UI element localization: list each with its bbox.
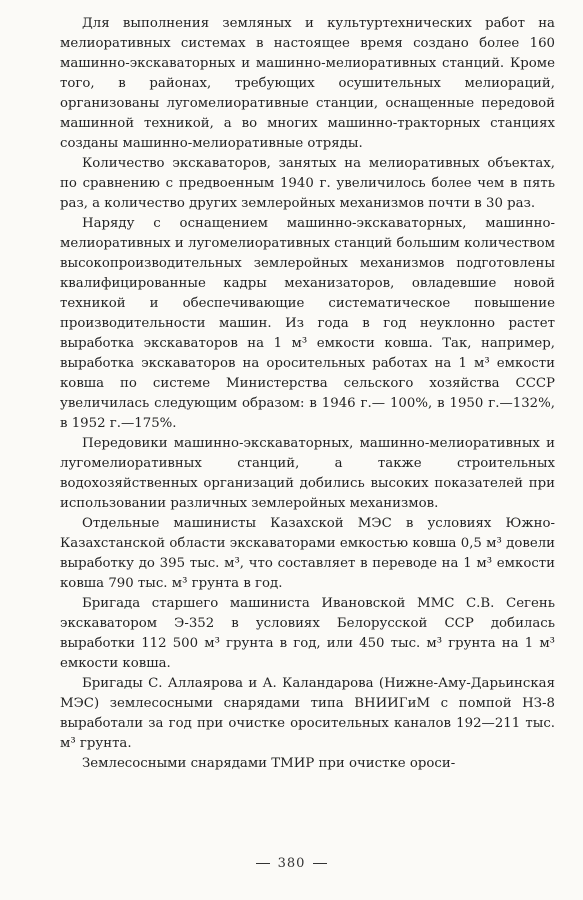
paragraph-kazakh-mes: Отдельные машинисты Казахской МЭС в условиях Южно-Казахстанской области экскаваторами емкостью ковша 0,5 м³ довели выработку до 395 тыс. м³, что составляет в переводе на 1 м³ емкости ковша 790 тыс. м³ грунта в год. — [60, 516, 555, 591]
page-number: 380 — [277, 856, 306, 871]
paragraph-tmir-dredgers: Землесосными снарядами ТМИР при очистке ороси- — [82, 756, 456, 771]
paragraph-stations-created: Для выполнения земляных и культуртехнических работ на мелиоративных системах в настоящее время создано более 160 машинно-экскаваторных и машинно-мелиоративных станций. Кроме того, в районах, требующих осушительных мелиораций, организованы лугомелиоративные станции, оснащенные передовой машинной техникой, а во многих машинно-тракторных станциях созданы машинно-мелиоративные отряды. — [60, 16, 555, 151]
dash-left — [256, 863, 270, 864]
paragraph-excavator-count: Количество экскаваторов, занятых на мелиоративных объектах, по сравнению с предвоенным 1940 г. увеличилось более чем в пять раз, а количество других землеройных механизмов почти в 30 раз. — [60, 156, 555, 211]
paragraph-leaders: Передовики машинно-экскаваторных, машинно-мелиоративных и лугомелиоративных станций, а также строительных водохозяйственных организаций добились высоких показателей при использовании различных землеройных механизмов. — [60, 436, 555, 511]
body-text — [60, 14, 555, 774]
paragraph-allayarov-brigades: Бригады С. Аллаярова и А. Каландарова (Нижне-Аму-Дарьинская МЭС) землесосными снарядами типа ВНИИГиМ с помпой НЗ-8 выработали за год при очистке оросительных каналов 192—211 тыс. м³ грунта. — [60, 676, 555, 751]
dash-right — [313, 863, 327, 864]
paragraph-ivanovskaya-mms: Бригада старшего машиниста Ивановской ММС С.В. Сегень экскаватором Э-352 в условиях Белорусской ССР добилась выработки 112 500 м³ грунта в год, или 450 тыс. м³ грунта на 1 м³ емкости ковша. — [60, 596, 555, 671]
page-footer — [0, 856, 583, 871]
paragraph-qualified-personnel: Наряду с оснащением машинно-экскаваторных, машинно-мелиоративных и лугомелиоративных станций большим количеством высокопроизводительных землеройных механизмов подготовлены квалифицированные кадры механизаторов, овладевшие новой техникой и обеспечивающие систематическое повышение производительности машин. Из года в год неуклонно растет выработка экскаваторов на 1 м³ емкости ковша. Так, например, выработка экскаваторов на оросительных работах на 1 м³ емкости ковша по системе Министерства сельского хозяйства СССР увеличилась следующим образом: в 1946 г.— 100%, в 1950 г.—132%, в 1952 г.—175%. — [60, 216, 555, 431]
